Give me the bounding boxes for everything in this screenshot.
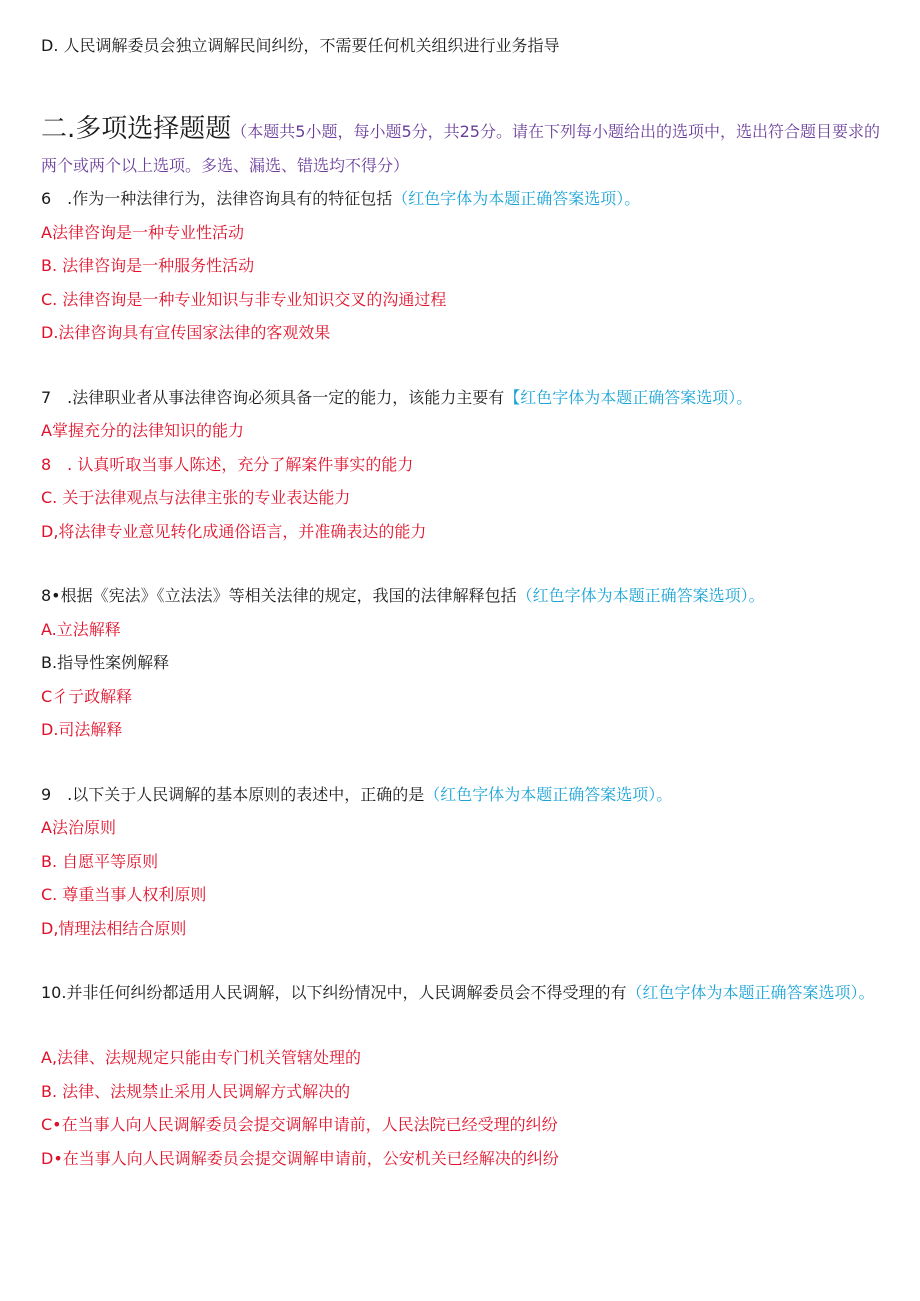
question-9-option-b: B. 自愿平等原则	[41, 852, 159, 871]
question-8-option-c: C彳亍政解释	[41, 687, 133, 706]
question-text: 10.并非任何纠纷都适用人民调解，以下纠纷情况中，人民调解委员会不得受理的有	[41, 983, 627, 1002]
question-6-option-c: C. 法律咨询是一种专业知识与非专业知识交叉的沟通过程	[41, 290, 447, 309]
question-8-option-d: D.司法解释	[41, 720, 123, 739]
answer-hint: 【红色字体为本题正确答案选项）。	[504, 388, 753, 407]
question-10-option-c: C•在当事人向人民调解委员会提交调解申请前，人民法院已经受理的纠纷	[41, 1115, 558, 1134]
question-9-option-a: A法治原则	[41, 818, 116, 837]
question-6-stem	[41, 188, 640, 210]
answer-hint: （红色字体为本题正确答案选项）。	[392, 189, 641, 208]
question-6-option-b: B. 法律咨询是一种服务性活动	[41, 256, 255, 275]
section-instruction: （本题共5小题，每小题5分，共25分。请在下列每小题给出的选项中，选出符合题目要求的两个或两个以上选项。多选、漏选、错选均不得分）	[41, 122, 880, 175]
question-9-option-d: D,情理法相结合原则	[41, 919, 187, 938]
section-title: 二.多项选择题题	[41, 114, 232, 144]
question-text: 9 .以下关于人民调解的基本原则的表述中，正确的是	[41, 785, 425, 804]
question-6-option-d: D.法律咨询具有宣传国家法律的客观效果	[41, 323, 331, 342]
answer-hint: （红色字体为本题正确答案选项）。	[424, 785, 673, 804]
question-7-option-b: 8 . 认真听取当事人陈述，充分了解案件事实的能力	[41, 455, 414, 474]
question-9-stem	[41, 784, 672, 806]
question-8-stem	[41, 585, 765, 607]
question-8-option-a: A.立法解释	[41, 620, 121, 639]
question-8-option-b: B.指导性案例解释	[41, 653, 170, 672]
question-10-option-d: D•在当事人向人民调解委员会提交调解申请前，公安机关已经解决的纠纷	[41, 1149, 559, 1168]
question-7-option-c: C. 关于法律观点与法律主张的专业表达能力	[41, 488, 351, 507]
question-10-option-a: A,法律、法规规定只能由专门机关管辖处理的	[41, 1048, 362, 1067]
question-7-stem	[41, 387, 752, 409]
question-7-option-d: D,将法律专业意见转化成通俗语言，并准确表达的能力	[41, 522, 427, 541]
question-text: 6 .作为一种法律行为，法律咨询具有的特征包括	[41, 189, 393, 208]
question-text: 8•根据《宪法》《立法法》等相关法律的规定，我国的法律解释包括	[41, 586, 517, 605]
answer-hint: （红色字体为本题正确答案选项）。	[626, 983, 875, 1002]
answer-hint: （红色字体为本题正确答案选项）。	[516, 586, 765, 605]
question-9-option-c: C. 尊重当事人权利原则	[41, 885, 207, 904]
question-10-option-b: B. 法律、法规禁止采用人民调解方式解决的	[41, 1082, 351, 1101]
previous-question-option: D. 人民调解委员会独立调解民间纠纷，不需要任何机关组织进行业务指导	[41, 36, 560, 55]
question-10-stem	[41, 977, 886, 1009]
question-6-option-a: A法律咨询是一种专业性活动	[41, 223, 244, 242]
question-7-option-a: A掌握充分的法律知识的能力	[41, 421, 244, 440]
section-header	[41, 112, 886, 183]
question-text: 7 .法律职业者从事法律咨询必须具备一定的能力，该能力主要有	[41, 388, 505, 407]
